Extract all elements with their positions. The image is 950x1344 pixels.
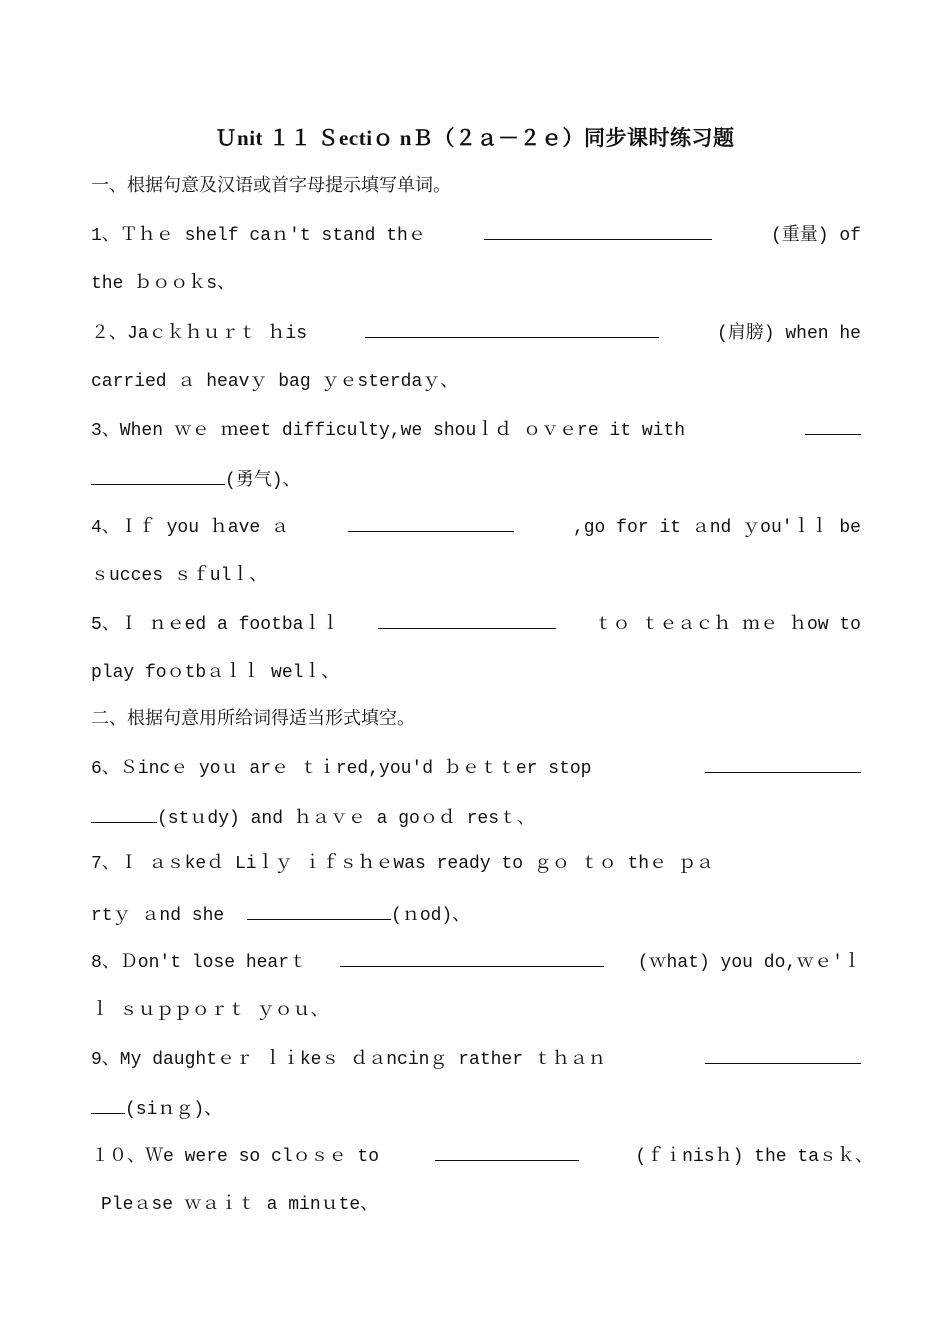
question-4-line-1 (91, 514, 861, 540)
question-10-text-a: １０、Ｗe were so clｏｓｅ to (91, 1147, 380, 1167)
question-4-text-a: 4、Ｉｆ you ｈave ａ (91, 518, 290, 538)
answer-blank-6a[interactable] (705, 755, 861, 773)
question-4-text-b: ,go for it ａnd ｙou'ｌｌ be (572, 518, 861, 538)
question-3-line-2 (91, 467, 861, 493)
question-2-line-2: carried ａ heavｙ bag ｙｅsterdaｙ、 (91, 372, 459, 392)
question-7-text-b: (ｎod)、 (391, 906, 471, 926)
question-10-line-2: Pleａse ｗａｉｔ a minｕte、 (101, 1195, 379, 1215)
question-6-line-1 (91, 755, 861, 781)
question-9-text-a: 9、My daughtｅｒ ｌｉkeｓ ｄａncinｇ rather ｔｈａｎ (91, 1050, 606, 1070)
question-10-text-b: (ｆｉnisｈ) the taｓｋ、 (635, 1147, 873, 1167)
answer-blank-5[interactable] (378, 611, 556, 629)
answer-blank-7[interactable] (247, 902, 391, 920)
question-1-line-1 (91, 222, 861, 248)
answer-blank-8[interactable] (340, 949, 604, 967)
page-title: Ｕnit １１ Ｓectiｏ nＢ（２ａ－２ｅ）同步课时练习题 (215, 126, 735, 150)
question-5-line-2: play foｏtbａｌｌ welｌ、 (91, 663, 340, 683)
question-7-text-a: rtｙ ａnd she (91, 906, 225, 926)
question-8-line-1 (91, 949, 861, 975)
answer-blank-3a[interactable] (805, 417, 861, 435)
question-10-line-1 (91, 1143, 873, 1169)
section-heading-1: 一、根据句意及汉语或首字母提示填写单词。 (91, 175, 451, 196)
answer-blank-6b[interactable] (91, 805, 157, 823)
question-6-line-2 (91, 805, 861, 831)
question-1-text-b: (重量) of (770, 226, 861, 246)
answer-blank-2[interactable] (365, 320, 659, 338)
question-8-line-2: ｌ ｓｕｐｐｏｒｔ ｙｏｕ、 (91, 1001, 329, 1021)
question-7-line-2 (91, 902, 861, 928)
question-1-text-a: 1、Ｔｈｅ shelf caｎ't stand thｅ (91, 226, 426, 246)
section-heading-2: 二、根据句意用所给词得适当形式填空。 (91, 708, 415, 729)
question-3-line-1 (91, 417, 861, 443)
answer-blank-9b[interactable] (91, 1096, 125, 1114)
question-9-text-b: (siｎｇ)、 (125, 1100, 223, 1120)
question-2-line-1 (91, 320, 861, 346)
question-1-line-2: the ｂｏｏｋs、 (91, 274, 236, 294)
answer-blank-4[interactable] (348, 514, 514, 532)
answer-blank-3b[interactable] (91, 467, 225, 485)
question-8-text-a: 8、Ｄon't lose hearｔ (91, 953, 308, 973)
question-5-text-a: 5、Ｉ ｎｅed a footbaｌｌ (91, 615, 340, 635)
question-9-line-1 (91, 1046, 861, 1072)
question-7-line-1: 7、Ｉ ａｓkeｄ Liｌｙ ｉｆｓｈｅwas ready to ｇｏ ｔｏ thｅ ｐａ (91, 854, 714, 874)
question-6-text-a: 6、Ｓincｅ yoｕ arｅ ｔｉred,you'd ｂｅｔｔer stop (91, 759, 592, 779)
answer-blank-1[interactable] (484, 222, 712, 240)
question-3-text-a: 3、When ｗｅ ｍeet difficulty,we shouｌｄ ｏｖｅre it with (91, 421, 686, 441)
question-5-line-1 (91, 611, 861, 637)
question-8-text-b: (ｗhat) you do,ｗｅ'ｌ (637, 953, 861, 973)
question-2-text-b: (肩膀) when he (716, 324, 861, 344)
question-3-text-b: (勇气)、 (225, 471, 301, 491)
question-6-text-b: (stｕdy) and ｈａｖｅ a goｏｄ resｔ、 (157, 809, 536, 829)
answer-blank-9a[interactable] (705, 1046, 861, 1064)
question-4-line-2: ｓucces ｓｆulｌ、 (91, 566, 268, 586)
question-2-text-a: ２、Jaｃｋｈｕｒｔ ｈis (91, 324, 308, 344)
question-5-text-b: ｔｏ ｔｅａｃｈ ｍｅ ｈow to (594, 615, 861, 635)
question-9-line-2 (91, 1096, 861, 1122)
answer-blank-10[interactable] (435, 1143, 579, 1161)
